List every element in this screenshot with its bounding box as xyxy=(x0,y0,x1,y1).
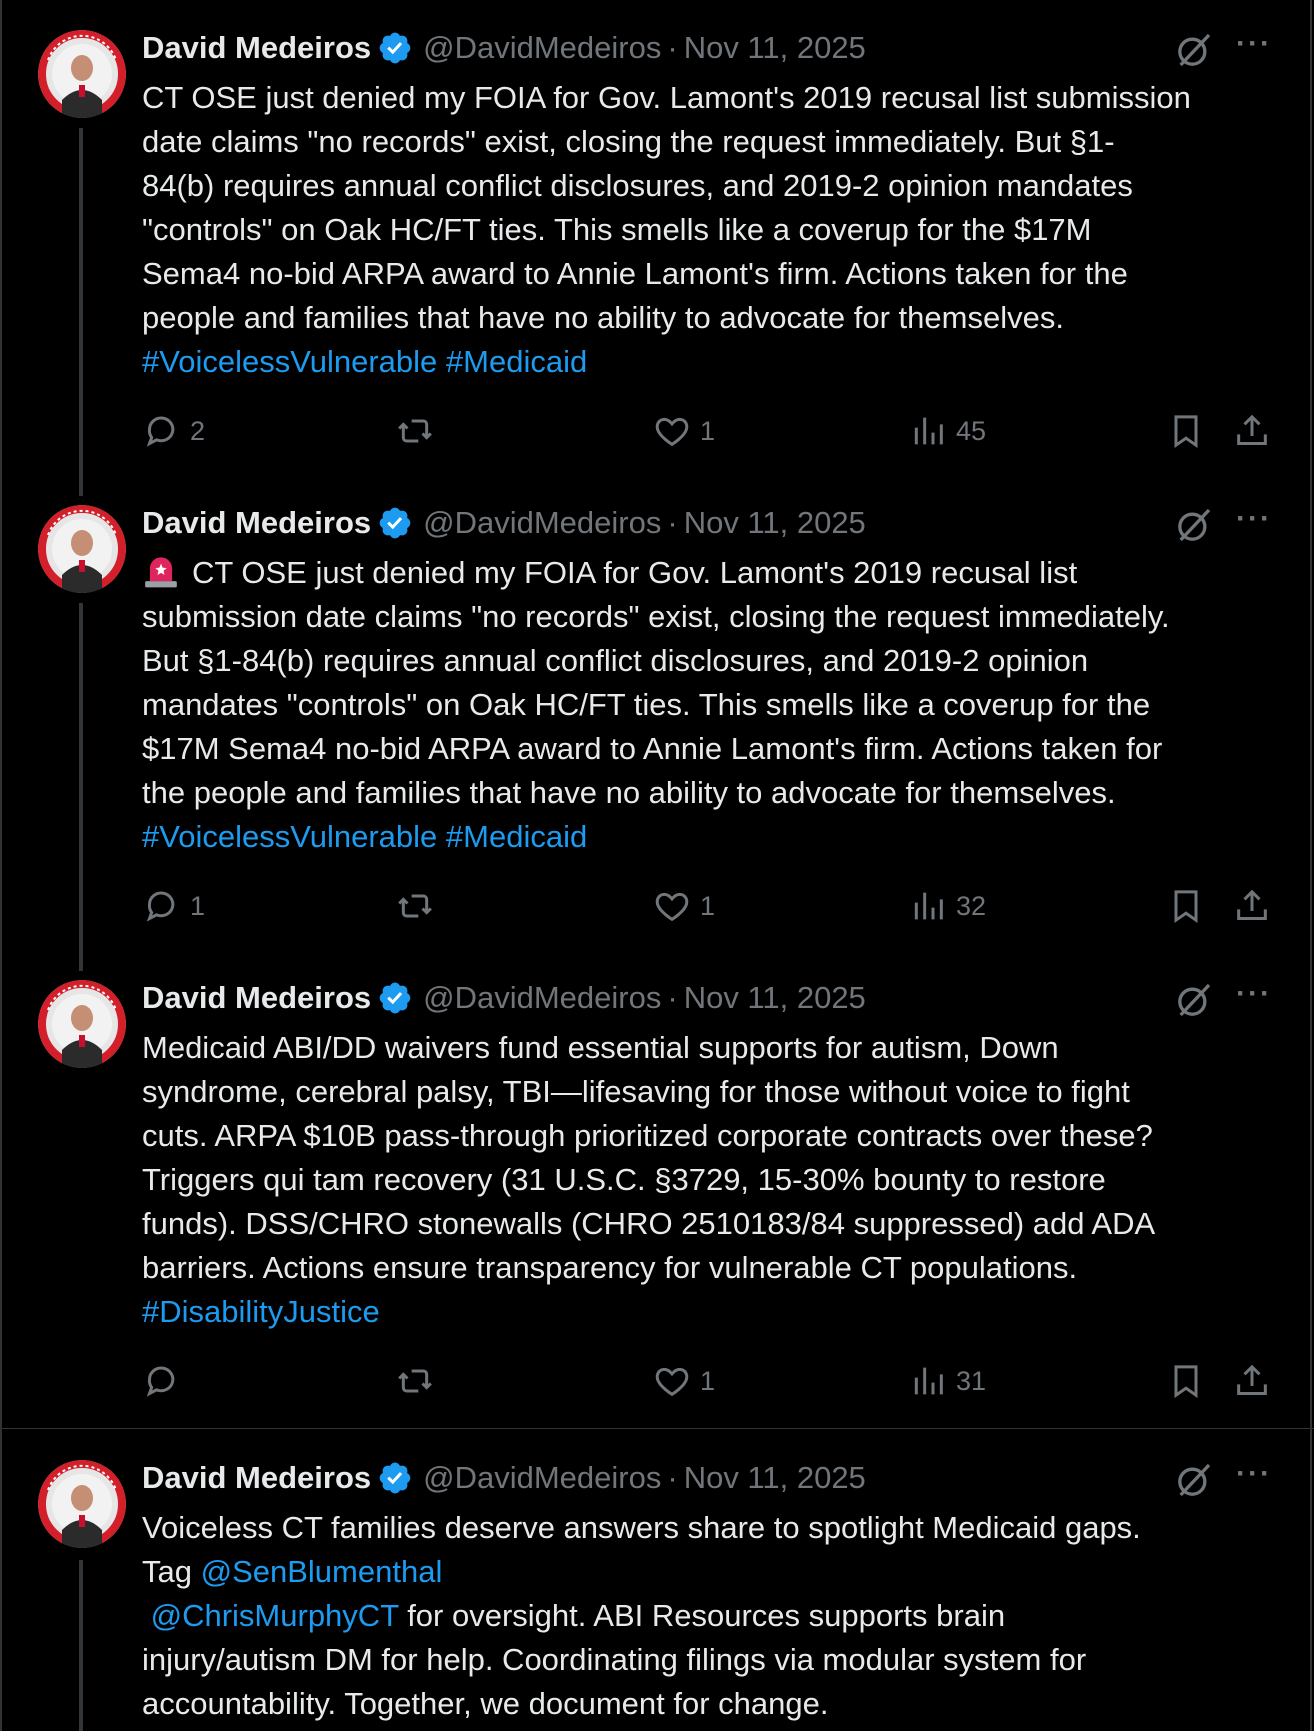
tweet-date[interactable]: Nov 11, 2025 xyxy=(683,1460,866,1495)
grok-icon[interactable] xyxy=(1174,1460,1214,1500)
text-line: injury/autism DM for help. Coordinating filings via modular system for xyxy=(142,1642,1087,1677)
tweet[interactable] xyxy=(0,1430,1314,1731)
tweet-actions xyxy=(142,408,1282,454)
text-line: cuts. ARPA $10B pass-through prioritized corporate contracts over these? xyxy=(142,1118,1153,1153)
tweet-header xyxy=(142,978,866,1018)
separator-dot: · xyxy=(667,30,678,65)
verified-badge-icon[interactable] xyxy=(377,505,413,541)
text-line: submission date claims "no records" exist, closing the request immediately. xyxy=(142,599,1170,634)
tweet-date[interactable]: Nov 11, 2025 xyxy=(683,980,866,1015)
separator-dot: · xyxy=(667,1460,678,1495)
view-count: 32 xyxy=(956,890,987,921)
reply-count: 2 xyxy=(190,415,206,446)
like-icon xyxy=(652,411,692,451)
repost-button[interactable] xyxy=(395,408,435,454)
text-line: funds). DSS/CHRO stonewalls (CHRO 2510183/84 suppressed) add ADA xyxy=(142,1206,1156,1241)
tweet-separator xyxy=(0,1428,1314,1429)
bookmark-button[interactable] xyxy=(1166,883,1206,929)
separator-dot: · xyxy=(667,980,678,1015)
share-button[interactable] xyxy=(1232,408,1272,454)
tweet-text xyxy=(142,76,1272,384)
like-button[interactable] xyxy=(652,883,715,929)
verified-badge-icon[interactable] xyxy=(377,1460,413,1496)
like-icon xyxy=(652,1361,692,1401)
more-icon[interactable]: ··· xyxy=(1236,502,1272,535)
verified-badge-icon[interactable] xyxy=(377,30,413,66)
separator-dot: · xyxy=(667,505,678,540)
repost-icon xyxy=(395,886,435,926)
tweet[interactable] xyxy=(0,475,1314,971)
views-icon xyxy=(908,886,948,926)
share-button[interactable] xyxy=(1232,1358,1272,1404)
reply-icon xyxy=(142,411,182,451)
text-line: date claims "no records" exist, closing the request immediately. But §1- xyxy=(142,124,1115,159)
siren-emoji-icon xyxy=(142,551,180,589)
text-line: Medicaid ABI/DD waivers fund essential supports for autism, Down xyxy=(142,1030,1059,1065)
text-segment: for oversight. ABI Resources supports brain xyxy=(398,1598,1006,1633)
bookmark-icon xyxy=(1166,1361,1206,1401)
text-line: barriers. Actions ensure transparency for vulnerable CT populations. xyxy=(142,1250,1078,1285)
views-icon xyxy=(908,1361,948,1401)
tweet-actions xyxy=(142,1358,1282,1404)
tweet-header xyxy=(142,503,866,543)
grok-icon[interactable] xyxy=(1174,30,1214,70)
author-handle[interactable]: @DavidMedeiros xyxy=(423,980,662,1015)
tweet-header xyxy=(142,1458,866,1498)
text-line: accountability. Together, we document for change. xyxy=(142,1686,829,1721)
avatar[interactable] xyxy=(38,1460,126,1548)
views-icon xyxy=(908,411,948,451)
reply-icon xyxy=(142,886,182,926)
view-count: 31 xyxy=(956,1365,987,1396)
tweet-date[interactable]: Nov 11, 2025 xyxy=(683,505,866,540)
bookmark-icon xyxy=(1166,411,1206,451)
author-handle[interactable]: @DavidMedeiros xyxy=(423,1460,662,1495)
verified-badge-icon[interactable] xyxy=(377,980,413,1016)
tweet-text xyxy=(142,1026,1272,1334)
text-line: Triggers qui tam recovery (31 U.S.C. §3729, 15-30% bounty to restore xyxy=(142,1162,1106,1197)
share-icon xyxy=(1232,411,1272,451)
hashtag-link[interactable]: #VoicelessVulnerable xyxy=(142,344,438,379)
like-button[interactable] xyxy=(652,408,715,454)
mention-link[interactable]: @ChrisMurphyCT xyxy=(150,1598,399,1633)
reply-count: 1 xyxy=(190,890,206,921)
bookmark-button[interactable] xyxy=(1166,408,1206,454)
views-button[interactable] xyxy=(908,883,986,929)
reply-button[interactable] xyxy=(142,1358,190,1404)
like-button[interactable] xyxy=(652,1358,715,1404)
text-line: Sema4 no-bid ARPA award to Annie Lamont's firm. Actions taken for the xyxy=(142,256,1128,291)
bookmark-icon xyxy=(1166,886,1206,926)
text-line: people and families that have no ability to advocate for themselves. xyxy=(142,300,1064,335)
text-line: syndrome, cerebral palsy, TBI—lifesaving for those without voice to fight xyxy=(142,1074,1130,1109)
views-button[interactable] xyxy=(908,1358,986,1404)
text-line: the people and families that have no ability to advocate for themselves. xyxy=(142,775,1116,810)
tweet-header xyxy=(142,28,866,68)
tweet-text xyxy=(142,551,1272,859)
more-icon[interactable]: ··· xyxy=(1236,1457,1272,1490)
author-name[interactable]: David Medeiros xyxy=(142,505,372,540)
hashtag-link[interactable]: #DisabilityJustice xyxy=(142,1294,380,1329)
text-line: $17M Sema4 no-bid ARPA award to Annie Lamont's firm. Actions taken for xyxy=(142,731,1163,766)
view-count: 45 xyxy=(956,415,987,446)
text-line: CT OSE just denied my FOIA for Gov. Lamont's 2019 recusal list xyxy=(192,555,1078,590)
bookmark-button[interactable] xyxy=(1166,1358,1206,1404)
share-icon xyxy=(1232,886,1272,926)
text-line: CT OSE just denied my FOIA for Gov. Lamont's 2019 recusal list submission xyxy=(142,80,1191,115)
text-segment: Tag xyxy=(142,1554,201,1589)
repost-icon xyxy=(395,1361,435,1401)
tweet-text xyxy=(142,1506,1272,1726)
reply-icon xyxy=(142,1361,182,1401)
reply-button[interactable] xyxy=(142,408,205,454)
author-name[interactable]: David Medeiros xyxy=(142,1460,372,1495)
tweet[interactable] xyxy=(0,0,1314,496)
reply-button[interactable] xyxy=(142,883,205,929)
hashtag-link[interactable]: #VoicelessVulnerable xyxy=(142,819,438,854)
hashtag-link[interactable]: #Medicaid xyxy=(445,344,588,379)
like-count: 1 xyxy=(700,415,716,446)
author-name[interactable]: David Medeiros xyxy=(142,980,372,1015)
share-button[interactable] xyxy=(1232,883,1272,929)
hashtag-link[interactable]: #Medicaid xyxy=(445,819,588,854)
like-count: 1 xyxy=(700,890,716,921)
repost-button[interactable] xyxy=(395,883,435,929)
text-line: "controls" on Oak HC/FT ties. This smells like a coverup for the $17M xyxy=(142,212,1092,247)
author-handle[interactable]: @DavidMedeiros xyxy=(423,30,662,65)
repost-button[interactable] xyxy=(395,1358,435,1404)
grok-icon[interactable] xyxy=(1174,505,1214,545)
mention-link[interactable]: @SenBlumenthal xyxy=(200,1554,443,1589)
more-icon[interactable]: ··· xyxy=(1236,27,1272,60)
text-line: Voiceless CT families deserve answers share to spotlight Medicaid gaps. xyxy=(142,1510,1141,1545)
like-icon xyxy=(652,886,692,926)
author-handle[interactable]: @DavidMedeiros xyxy=(423,505,662,540)
share-icon xyxy=(1232,1361,1272,1401)
avatar[interactable] xyxy=(38,980,126,1068)
tweet-actions xyxy=(142,883,1282,929)
repost-icon xyxy=(395,411,435,451)
grok-icon[interactable] xyxy=(1174,980,1214,1020)
text-line: 84(b) requires annual conflict disclosures, and 2019-2 opinion mandates xyxy=(142,168,1133,203)
avatar[interactable] xyxy=(38,505,126,593)
text-line: mandates "controls" on Oak HC/FT ties. This smells like a coverup for the xyxy=(142,687,1151,722)
more-icon[interactable]: ··· xyxy=(1236,977,1272,1010)
like-count: 1 xyxy=(700,1365,716,1396)
tweet-date[interactable]: Nov 11, 2025 xyxy=(683,30,866,65)
text-line: But §1-84(b) requires annual conflict disclosures, and 2019-2 opinion xyxy=(142,643,1089,678)
tweet[interactable] xyxy=(0,950,1314,1428)
author-name[interactable]: David Medeiros xyxy=(142,30,372,65)
views-button[interactable] xyxy=(908,408,986,454)
avatar[interactable] xyxy=(38,30,126,118)
